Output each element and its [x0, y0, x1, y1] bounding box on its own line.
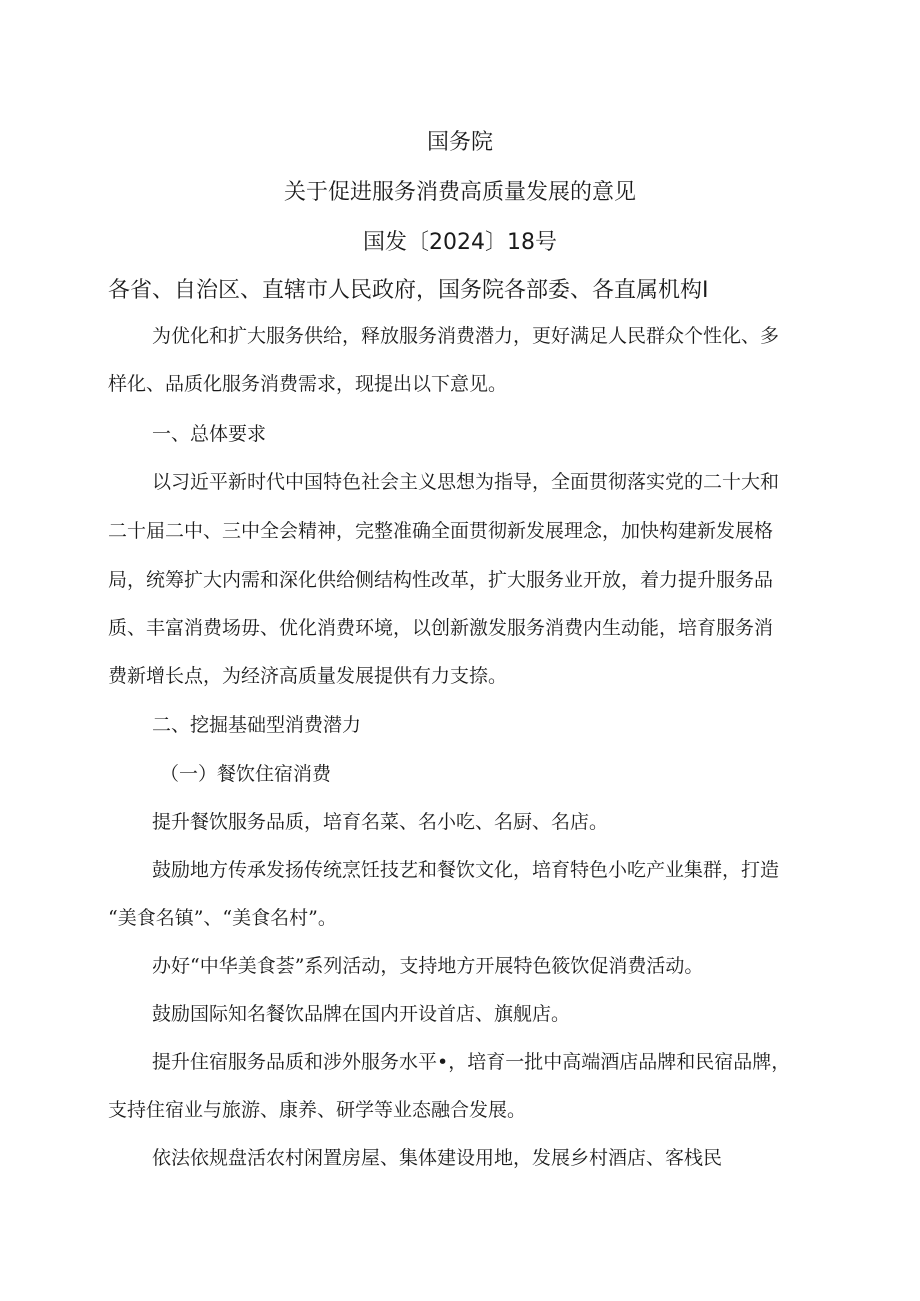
paragraph-line: 局，统筹扩大内需和深化供给侧结构性改革，扩大服务业开放，着力提升服务品 — [108, 569, 774, 591]
paragraph-line: 办好“中华美食荟”系列活动，支持地方开展特色筱饮促消费活动。 — [152, 955, 704, 977]
section-heading: 二、挖掘基础型消费潜力 — [152, 714, 362, 736]
paragraph-line: 支持住宿业与旅游、康养、研学等业态融合发展。 — [108, 1099, 527, 1121]
document-title: 关于促进服务消费高质量发展的意见 — [283, 180, 636, 205]
paragraph-line: 质、丰富消费场毋、优化消费环境，以创新激发服务消费内生动能，培育服务消 — [108, 617, 774, 639]
section-heading: 一、总体要求 — [152, 423, 267, 445]
paragraph-line: 提升餐饮服务品质，培育名菜、名小吃、名厨、名店。 — [152, 811, 609, 833]
paragraph-line: 提升住宿服务品质和涉外服务水平•，培育一批中高端酒店品牌和民宿品牌， — [152, 1051, 791, 1073]
paragraph-line: “美食名镇”、“美食名村”。 — [108, 907, 337, 929]
paragraph-line: 费新增长点，为经济高质量发展提供有力支捺。 — [108, 665, 508, 687]
addressee-line: 各省、自治区、直辖市人民政府，国务院各部委、各直属机构I — [108, 278, 709, 303]
paragraph-line: 依法依规盘活农村闲置房屋、集体建设用地，发展乡村酒店、客栈民 — [152, 1147, 723, 1169]
subsection-heading: （一）餐饮住宿消费 — [160, 763, 332, 785]
paragraph-line: 样化、品质化服务消费需求，现提出以下意见。 — [108, 373, 508, 395]
document-number: 国发〔2024〕18号 — [363, 230, 557, 255]
paragraph-line: 为优化和扩大服务供给，释放服务消费潜力，更好满足人民群众个性化、多 — [152, 325, 780, 347]
issuer-heading: 国务院 — [426, 130, 493, 155]
paragraph-line: 二十届二中、三中全会精神，完整准确全面贯彻新发展理念，加快构建新发展格 — [108, 520, 774, 542]
paragraph-line: 鼓励国际知名餐饮品牌在国内开设首店、旗舰店。 — [152, 1003, 571, 1025]
paragraph-line: 鼓励地方传承发扬传统烹饪技艺和餐饮文化，培育特色小吃产业集群，打造 — [152, 859, 780, 881]
paragraph-line: 以习近平新时代中国特色社会主义思想为指导，全面贯彻落实党的二十大和 — [152, 471, 780, 493]
